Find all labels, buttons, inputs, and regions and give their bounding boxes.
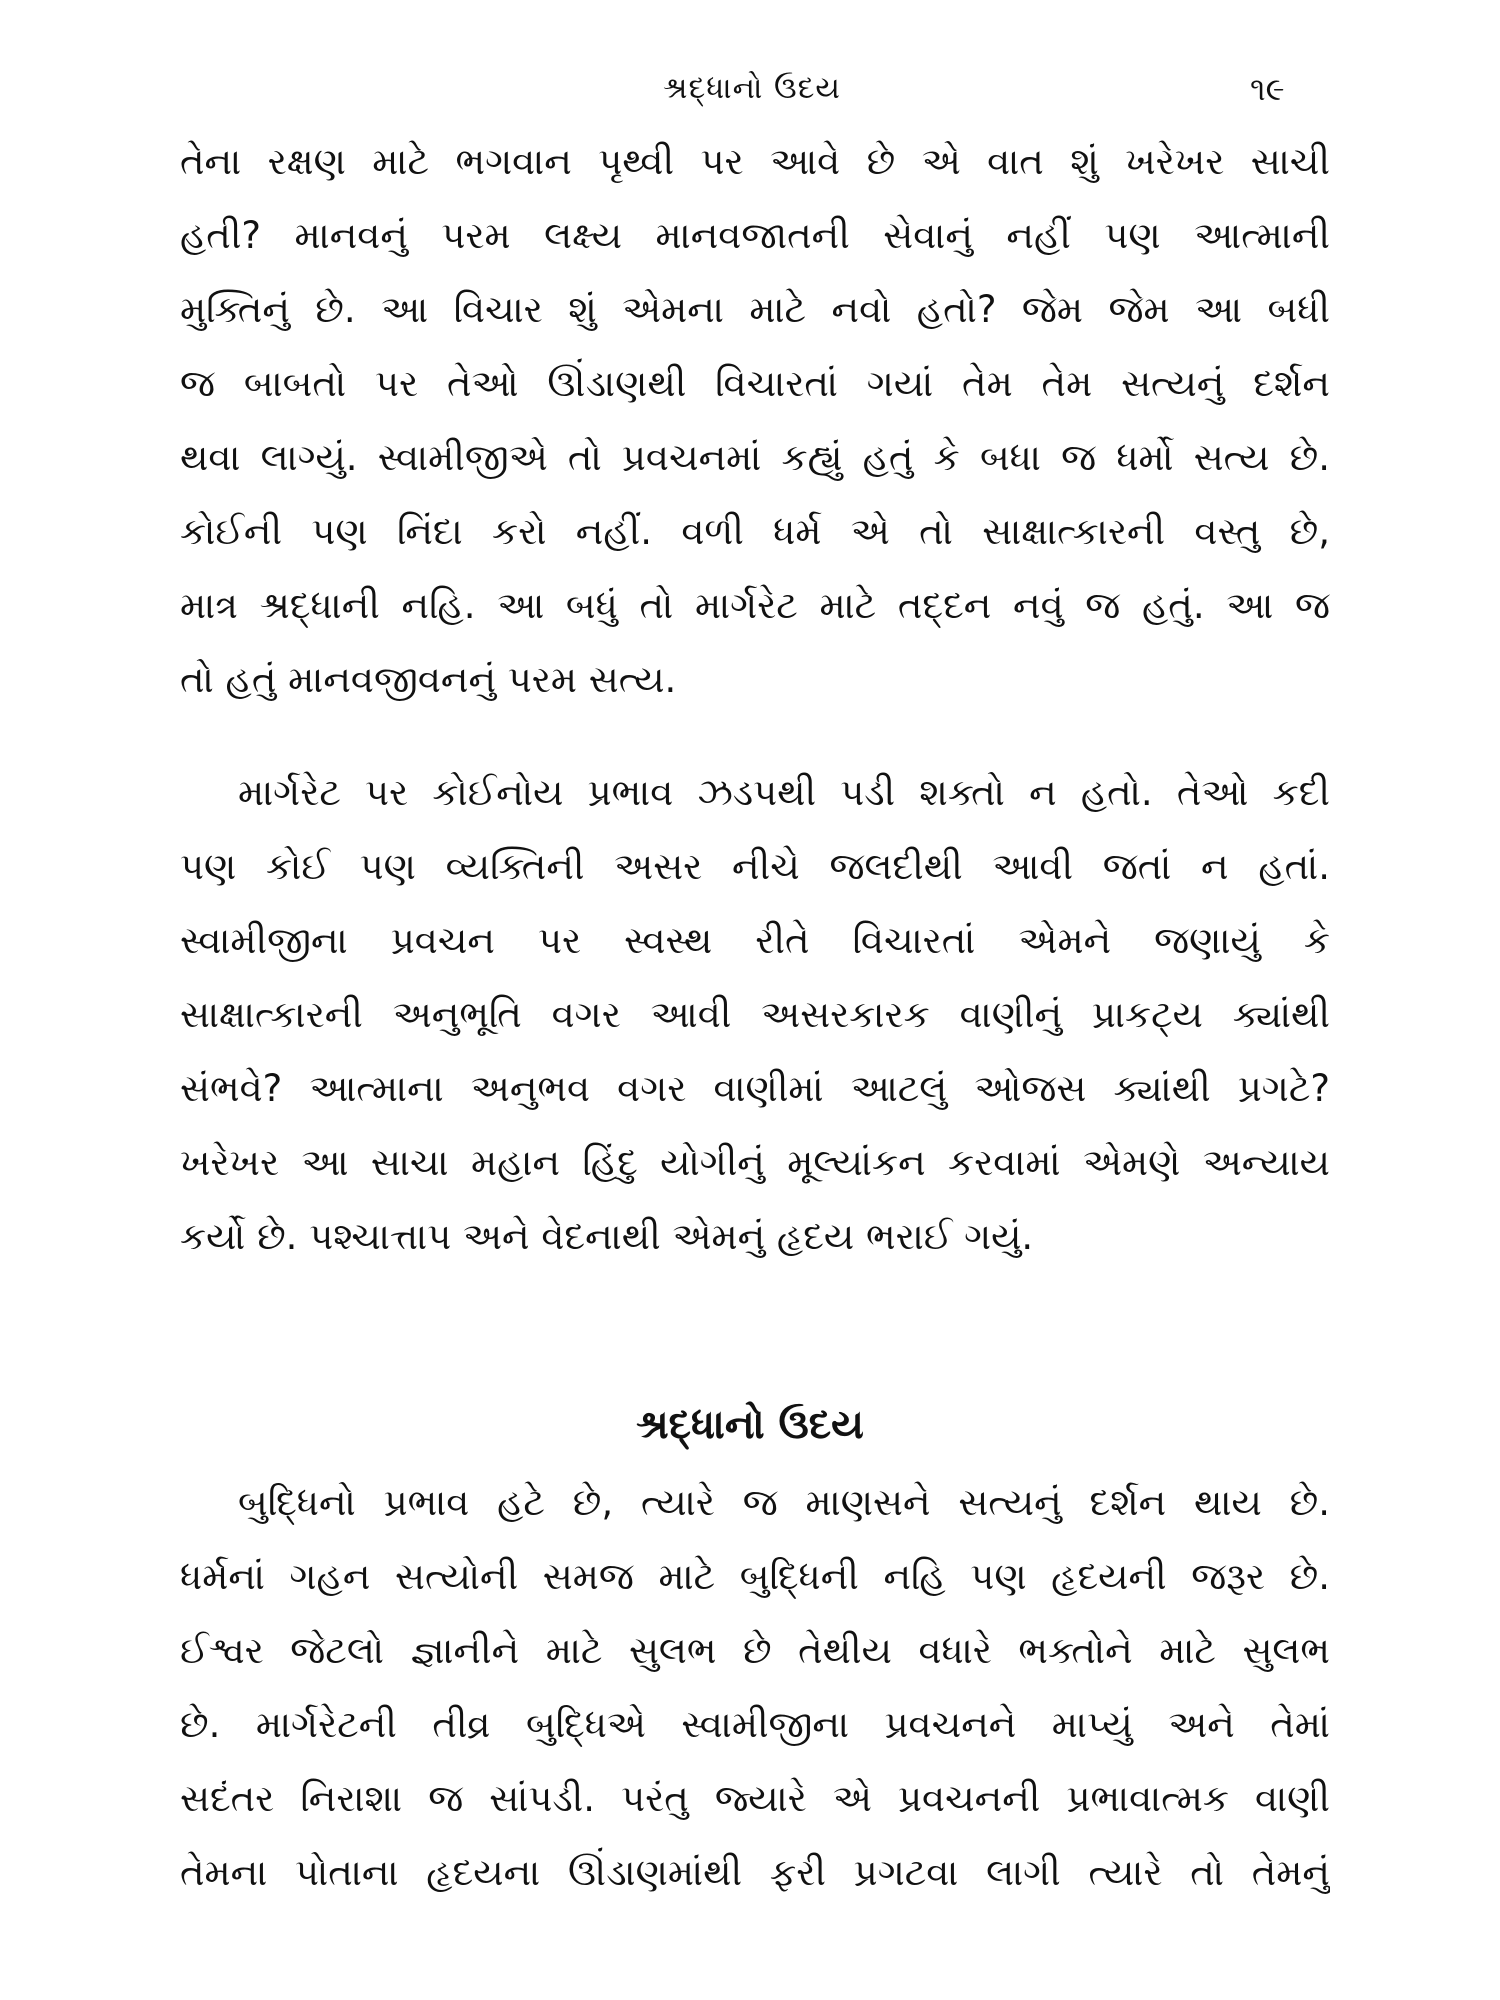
text-line: માર્ગરેટ પર કોઈનોય પ્રભાવ ઝડપથી પડી શક્તો ન હતો. તેઓ કદી xyxy=(238,771,1330,814)
text-line: કોઈની પણ નિંદા કરો નહીં. વળી ધર્મ એ તો સાક્ષાત્કારની વસ્તુ છે, xyxy=(180,510,1330,553)
text-line: માત્ર શ્રદ્ધાની નહિ. આ બધું તો માર્ગરેટ માટે તદ્દન નવું જ હતું. આ જ xyxy=(180,584,1330,627)
text-line: હતી? માનવનું પરમ લક્ષ્ય માનવજાતની સેવાનું નહીં પણ આત્માની xyxy=(180,214,1330,257)
section-heading: શ્રદ્ધાનો ઉદય xyxy=(636,1402,864,1448)
text-line: ખરેખર આ સાચા મહાન હિંદુ યોગીનું મૂલ્યાંકન કરવામાં એમણે અન્યાય xyxy=(180,1141,1330,1184)
text-line: સદંતર નિરાશા જ સાંપડી. પરંતુ જ્યારે એ પ્રવચનની પ્રભાવાત્મક વાણી xyxy=(180,1777,1330,1820)
text-line: ધર્મનાં ગહન સત્યોની સમજ માટે બુદ્ધિની નહિ પણ હૃદયની જરૂર છે. xyxy=(180,1555,1330,1598)
text-line: ઈશ્વર જેટલો જ્ઞાનીને માટે સુલભ છે તેથીય વધારે ભક્તોને માટે સુલભ xyxy=(180,1629,1330,1672)
text-line: બુદ્ધિનો પ્રભાવ હટે છે, ત્યારે જ માણસને સત્યનું દર્શન થાય છે. xyxy=(238,1481,1330,1524)
text-line: થવા લાગ્યું. સ્વામીજીએ તો પ્રવચનમાં કહ્યું હતું કે બધા જ ધર્મો સત્ય છે. xyxy=(180,436,1330,479)
text-line: છે. માર્ગરેટની તીવ્ર બુદ્ધિએ સ્વામીજીના પ્રવચનને માપ્યું અને તેમાં xyxy=(180,1703,1330,1746)
running-header xyxy=(0,64,1500,114)
text-line: જ બાબતો પર તેઓ ઊંડાણથી વિચારતાં ગયાં તેમ તેમ સત્યનું દર્શન xyxy=(180,362,1330,405)
text-line: મુક્તિનું છે. આ વિચાર શું એમના માટે નવો હતો? જેમ જેમ આ બધી xyxy=(180,288,1330,331)
text-line: પણ કોઈ પણ વ્યક્તિની અસર નીચે જલદીથી આવી જતાં ન હતાં. xyxy=(180,845,1330,888)
paragraph-3 xyxy=(180,1466,1330,1910)
text-line: સંભવે? આત્માના અનુભવ વગર વાણીમાં આટલું ઓજસ ક્યાંથી પ્રગટે? xyxy=(180,1067,1330,1110)
text-line: તેમના પોતાના હૃદયના ઊંડાણમાંથી ફરી પ્રગટવા લાગી ત્યારે તો તેમનું xyxy=(180,1851,1330,1894)
text-line: કર્યો છે. પશ્ચાત્તાપ અને વેદનાથી એમનું હૃદય ભરાઈ ગયું. xyxy=(180,1215,1034,1258)
paragraph-2 xyxy=(180,756,1330,1274)
text-line: સ્વામીજીના પ્રવચન પર સ્વસ્થ રીતે વિચારતાં એમને જણાયું કે xyxy=(180,919,1330,962)
text-line: તેના રક્ષણ માટે ભગવાન પૃથ્વી પર આવે છે એ વાત શું ખરેખર સાચી xyxy=(180,140,1330,183)
paragraph-1 xyxy=(180,125,1330,717)
text-line: તો હતું માનવજીવનનું પરમ સત્ય. xyxy=(180,658,677,701)
page-number: ૧૯ xyxy=(1250,70,1285,108)
text-line: સાક્ષાત્કારની અનુભૂતિ વગર આવી અસરકારક વાણીનું પ્રાકટ્ય ક્યાંથી xyxy=(180,993,1330,1036)
running-title: શ્રદ્ધાનો ઉદય xyxy=(663,71,841,106)
